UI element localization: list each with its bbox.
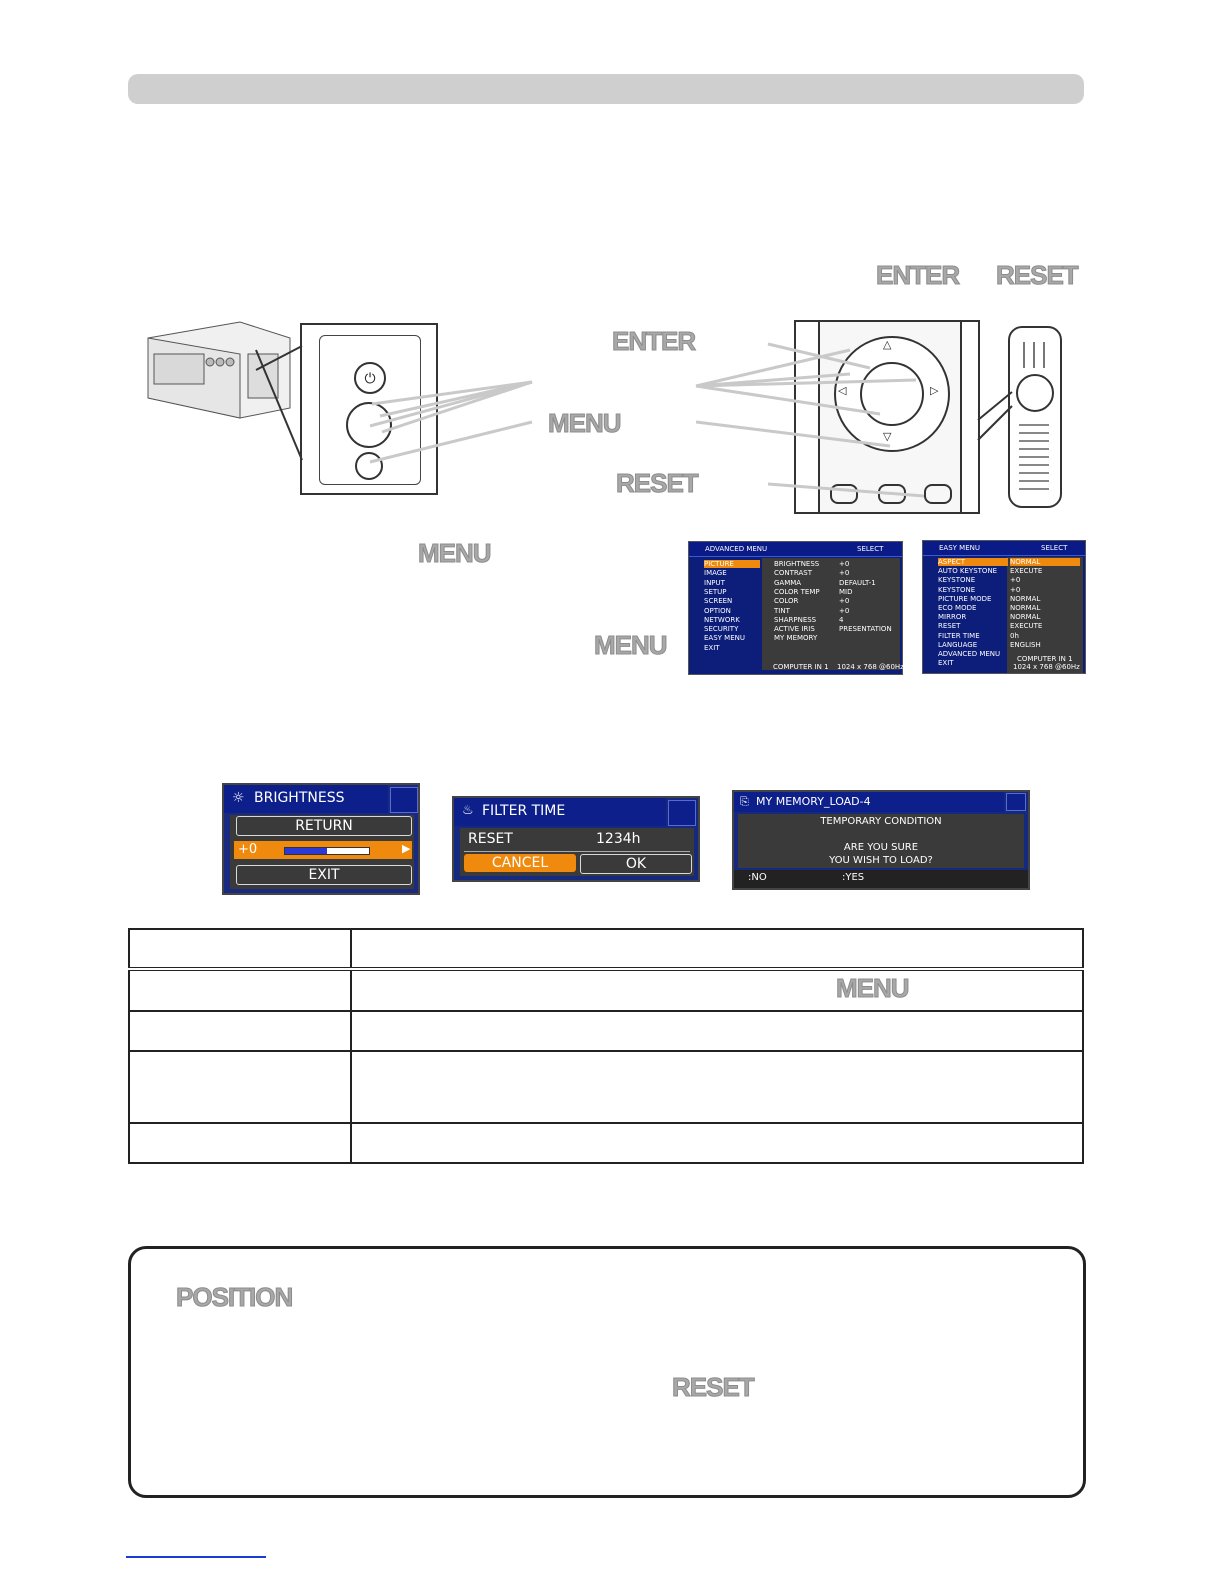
filter-divider — [464, 851, 690, 852]
advanced-menu-item[interactable]: SECURITY — [704, 625, 739, 634]
brightness-title: BRIGHTNESS — [254, 790, 345, 806]
enter-key-label: ENTER — [612, 326, 696, 356]
easy-menu-value[interactable]: NORMAL — [1010, 604, 1041, 612]
remote-control — [1008, 326, 1062, 508]
enter-key-label-top: ENTER — [876, 260, 960, 290]
memory-title: MY MEMORY_LOAD-4 — [756, 795, 871, 808]
remote-callout-lines — [690, 330, 930, 510]
advanced-menu-footer-left: COMPUTER IN 1 — [773, 663, 829, 671]
yes-option[interactable]: :YES — [842, 872, 865, 883]
remote-cursor-pad[interactable] — [1016, 374, 1054, 412]
section-title-bar — [128, 74, 1084, 104]
table-row — [129, 929, 1083, 969]
memory-line1: TEMPORARY CONDITION — [820, 816, 942, 827]
remote-lower-buttons — [1019, 420, 1049, 496]
advanced-menu-screen — [688, 541, 903, 675]
table-row — [129, 1123, 1083, 1163]
advanced-menu-item[interactable]: EASY MENU — [704, 634, 745, 643]
easy-menu-value[interactable]: ENGLISH — [1010, 640, 1041, 649]
move-icon[interactable] — [668, 800, 696, 826]
no-option[interactable]: :NO — [748, 872, 767, 883]
menu-key-label: MENU — [548, 408, 621, 438]
table-row — [129, 1011, 1083, 1051]
easy-menu-item[interactable]: FILTER TIME — [938, 631, 980, 640]
advanced-menu-item[interactable]: EXIT — [704, 643, 720, 652]
down-arrow-icon: ▽ — [883, 431, 892, 443]
brightness-slider-track — [284, 847, 370, 855]
table-row — [129, 969, 1083, 1011]
advanced-menu-select: SELECT — [857, 545, 884, 553]
easy-menu-value[interactable]: NORMAL — [1010, 613, 1041, 622]
easy-menu-select: SELECT — [1041, 544, 1068, 552]
menu-key-label-step1: MENU — [418, 538, 491, 568]
memory-footer — [734, 870, 1028, 888]
easy-menu-footer-line2: 1024 x 768 @60Hz — [1013, 663, 1080, 671]
remote-top-buttons — [1019, 342, 1049, 368]
advanced-menu-subitem[interactable]: GAMMA — [774, 578, 802, 587]
left-arrow-icon: ◁ — [838, 385, 847, 397]
move-icon[interactable] — [390, 787, 418, 813]
easy-menu-item[interactable]: LANGUAGE — [938, 640, 978, 649]
advanced-menu-subitem[interactable]: COLOR TEMP — [774, 587, 820, 596]
my-memory-dialog — [732, 790, 1030, 890]
reset-key-label-note: RESET — [672, 1372, 754, 1402]
easy-menu-footer-line1: COMPUTER IN 1 — [1017, 655, 1073, 663]
filter-hours: 1234h — [596, 831, 641, 847]
memory-line2: ARE YOU SURE — [843, 842, 919, 853]
advanced-menu-subitem[interactable]: TINT — [774, 606, 790, 615]
easy-menu-value[interactable]: 0h — [1010, 631, 1019, 640]
easy-menu-item[interactable]: MIRROR — [938, 613, 967, 622]
easy-menu-item[interactable]: ECO MODE — [938, 604, 977, 612]
advanced-menu-subvalue[interactable]: +0 — [839, 569, 850, 578]
advanced-menu-footer-right: 1024 x 768 @60Hz — [837, 663, 904, 671]
easy-menu-item[interactable]: AUTO KEYSTONE — [938, 567, 998, 576]
easy-menu-value[interactable]: +0 — [1010, 576, 1021, 585]
advanced-menu-item[interactable]: NETWORK — [704, 615, 740, 624]
cancel-button[interactable]: CANCEL — [464, 854, 576, 872]
panel-callout-lines — [360, 370, 540, 470]
remote-zoom-connector — [976, 380, 1016, 450]
advanced-menu-subvalue[interactable]: 4 — [839, 615, 844, 624]
reset-key-label: RESET — [616, 468, 698, 498]
advanced-menu-subvalue[interactable]: DEFAULT-1 — [839, 578, 876, 587]
advanced-menu-subitem[interactable]: CONTRAST — [774, 569, 812, 578]
menu-key-label-table: MENU — [836, 973, 909, 1003]
filter-time-dialog — [452, 796, 700, 882]
right-arrow-icon: ▷ — [930, 385, 939, 397]
advanced-menu-subitem[interactable]: BRIGHTNESS — [774, 560, 820, 568]
up-arrow-icon: △ — [883, 339, 892, 351]
advanced-menu-title: ADVANCED MENU — [705, 545, 768, 553]
move-icon[interactable] — [1006, 793, 1026, 811]
easy-menu-item[interactable]: KEYSTONE — [938, 576, 976, 585]
filter-reset-label: RESET — [468, 831, 513, 847]
zoom-connector — [250, 340, 310, 480]
operation-table — [128, 928, 1084, 1164]
return-button[interactable]: RETURN — [236, 816, 412, 836]
easy-menu-item[interactable]: KEYSTONE — [938, 585, 976, 594]
advanced-menu-item[interactable]: SCREEN — [704, 597, 733, 606]
advanced-menu-item[interactable]: INPUT — [704, 578, 725, 587]
easy-menu-item[interactable]: ADVANCED MENU — [938, 650, 1001, 658]
advanced-menu-item[interactable]: SETUP — [704, 587, 727, 596]
easy-menu-screen — [922, 540, 1086, 674]
menu-key-label-step2: MENU — [594, 630, 667, 660]
easy-menu-value[interactable]: +0 — [1010, 585, 1021, 594]
easy-menu-value[interactable]: NORMAL — [1010, 594, 1041, 603]
position-key-label: POSITION — [176, 1282, 293, 1312]
advanced-menu-subitem[interactable]: MY MEMORY — [774, 634, 818, 643]
advanced-menu-subitem[interactable]: SHARPNESS — [774, 615, 817, 624]
easy-menu-item[interactable]: EXIT — [938, 659, 954, 668]
advanced-menu-subitem[interactable]: ACTIVE IRIS — [774, 625, 815, 634]
advanced-menu-subitem[interactable]: COLOR — [774, 597, 799, 606]
advanced-menu-subvalue[interactable]: +0 — [839, 597, 850, 606]
easy-menu-item[interactable]: RESET — [938, 622, 961, 631]
brightness-slider-fill — [285, 848, 327, 854]
advanced-menu-item[interactable]: OPTION — [704, 606, 731, 615]
advanced-menu-subvalue[interactable]: PRESENTATION — [839, 625, 892, 634]
exit-button[interactable]: EXIT — [236, 865, 412, 885]
footer-link-underline — [126, 1556, 266, 1558]
sun-icon: ☼ — [232, 790, 245, 806]
brightness-dialog — [222, 783, 420, 895]
memory-line3: YOU WISH TO LOAD? — [829, 855, 933, 866]
filter-icon: ♨ — [462, 803, 474, 818]
easy-menu-value[interactable]: EXECUTE — [1010, 622, 1043, 631]
easy-menu-title: EASY MENU — [939, 544, 980, 552]
easy-menu-item[interactable]: ASPECT — [938, 558, 1008, 566]
easy-menu-value[interactable]: NORMAL — [1010, 558, 1080, 566]
brightness-value: +0 — [238, 842, 258, 857]
filter-title: FILTER TIME — [482, 803, 566, 819]
table-row — [129, 1051, 1083, 1123]
power-button[interactable]: ⏻ — [354, 362, 386, 394]
memory-icon: ⎘ — [740, 795, 749, 808]
ok-button[interactable]: OK — [580, 854, 692, 874]
advanced-menu-item[interactable]: PICTURE — [704, 560, 760, 568]
advanced-menu-subvalue[interactable]: +0 — [839, 606, 850, 615]
reset-key-label-top: RESET — [996, 260, 1078, 290]
advanced-menu-subvalue[interactable]: MID — [839, 587, 853, 596]
advanced-menu-item[interactable]: IMAGE — [704, 569, 727, 578]
easy-menu-value[interactable]: EXECUTE — [1010, 567, 1043, 576]
easy-menu-item[interactable]: PICTURE MODE — [938, 594, 992, 603]
advanced-menu-subvalue[interactable]: +0 — [839, 560, 850, 568]
right-triangle-icon: ▶ — [402, 842, 411, 855]
